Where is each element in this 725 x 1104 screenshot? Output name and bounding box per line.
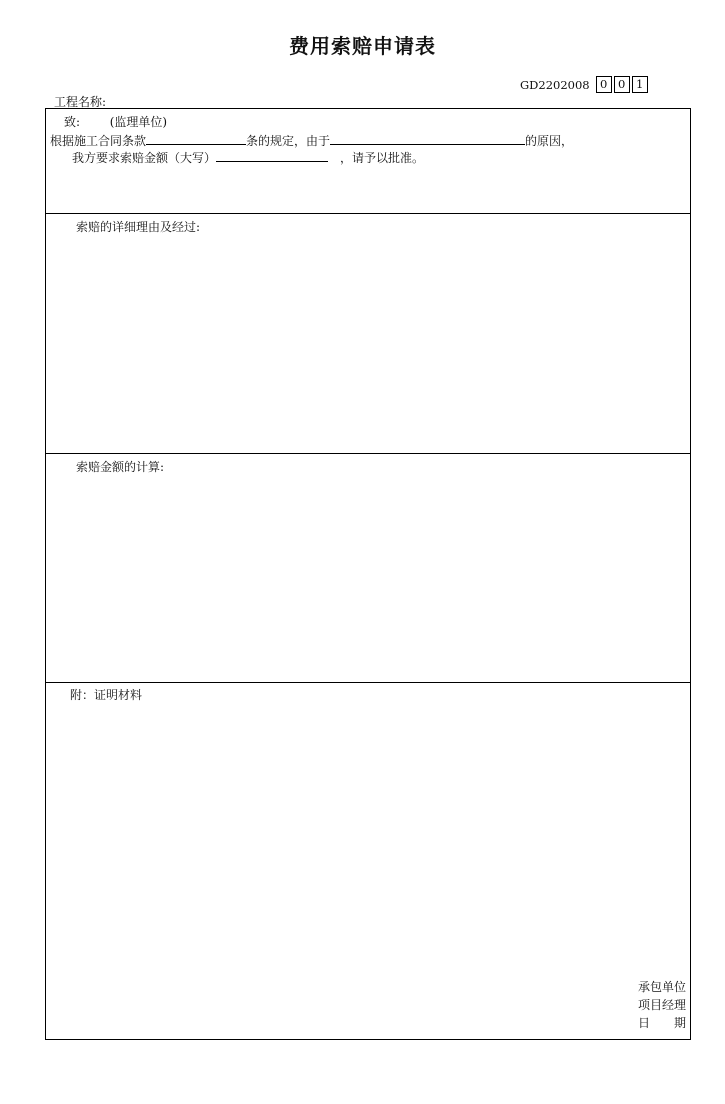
claim-details-label: 索赔的详细理由及经过: (76, 220, 201, 234)
claim-request-section (46, 109, 690, 214)
claim-details-section (46, 214, 690, 454)
claim-calculation-label: 索赔金额的计算: (76, 460, 165, 474)
supervisor-unit-label: (监理单位) (109, 115, 168, 129)
addressee-line (64, 115, 167, 129)
contract-clause-line: 根据施工合同条款 条的规定，由于 的原因， (50, 134, 574, 148)
attachments-section (46, 683, 690, 1039)
date-label: 日 期 (637, 1016, 686, 1030)
form-code-digit: 1 (632, 76, 648, 93)
attachments-label: 附：证明材料 (70, 688, 143, 702)
project-name-label: 工程名称: (54, 95, 107, 109)
clause-number-field[interactable] (146, 132, 246, 145)
form-code-digit: 0 (614, 76, 630, 93)
claim-amount-line: 我方要求索赔金额（大写） ，请予以批准。 (72, 151, 425, 165)
form-title: 费用索赔申请表 (289, 34, 436, 58)
form-code-digit: 0 (596, 76, 612, 93)
form-code-prefix: GD2202008 (520, 77, 590, 92)
claim-amount-field[interactable] (216, 149, 328, 162)
contractor-label: 承包单位 (637, 980, 686, 994)
claim-form-table (45, 108, 691, 1040)
to-label: 致: (64, 115, 81, 129)
claim-calculation-section (46, 454, 690, 683)
reason-field[interactable] (330, 132, 525, 145)
form-code (520, 76, 648, 93)
project-manager-label: 项目经理 (637, 998, 686, 1012)
